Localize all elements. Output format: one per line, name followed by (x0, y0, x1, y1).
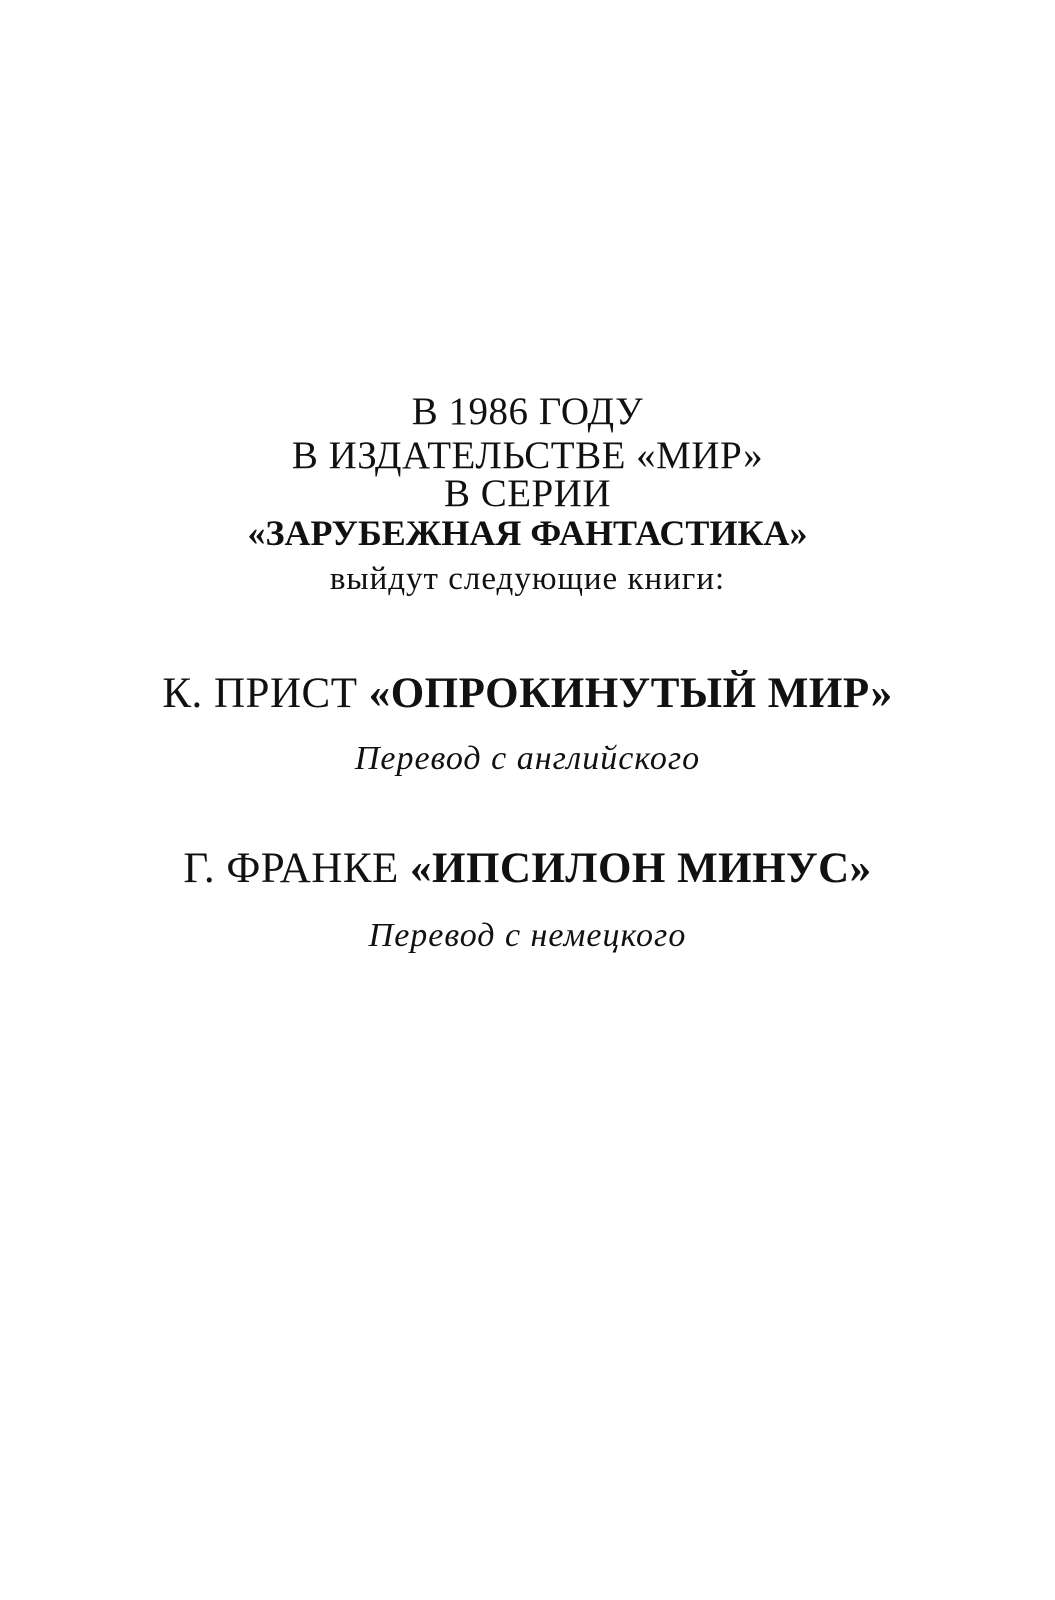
book-title: «ИПСИЛОН МИНУС» (410, 845, 872, 892)
book-author: К. ПРИСТ (162, 670, 369, 717)
announcement-series-name: «ЗАРУБЕЖНАЯ ФАНТАСТИКА» (247, 513, 808, 553)
book-translation-note: Перевод с немецкого (368, 917, 687, 954)
book-title: «ОПРОКИНУТЫЙ МИР» (368, 670, 893, 717)
book-entry-2 (0, 847, 1055, 890)
announcement-following-books: выйдут следующие книги: (329, 561, 726, 597)
announcement-publisher: В ИЗДАТЕЛЬСТВЕ «МИР» (291, 434, 764, 477)
book-entry-1 (0, 672, 1055, 715)
announcement-series-intro: В СЕРИИ (443, 472, 612, 515)
book-author: Г. ФРАНКЕ (183, 845, 411, 892)
book-translation-note: Перевод с английского (354, 740, 701, 777)
announcement-year: В 1986 ГОДУ (411, 390, 644, 433)
